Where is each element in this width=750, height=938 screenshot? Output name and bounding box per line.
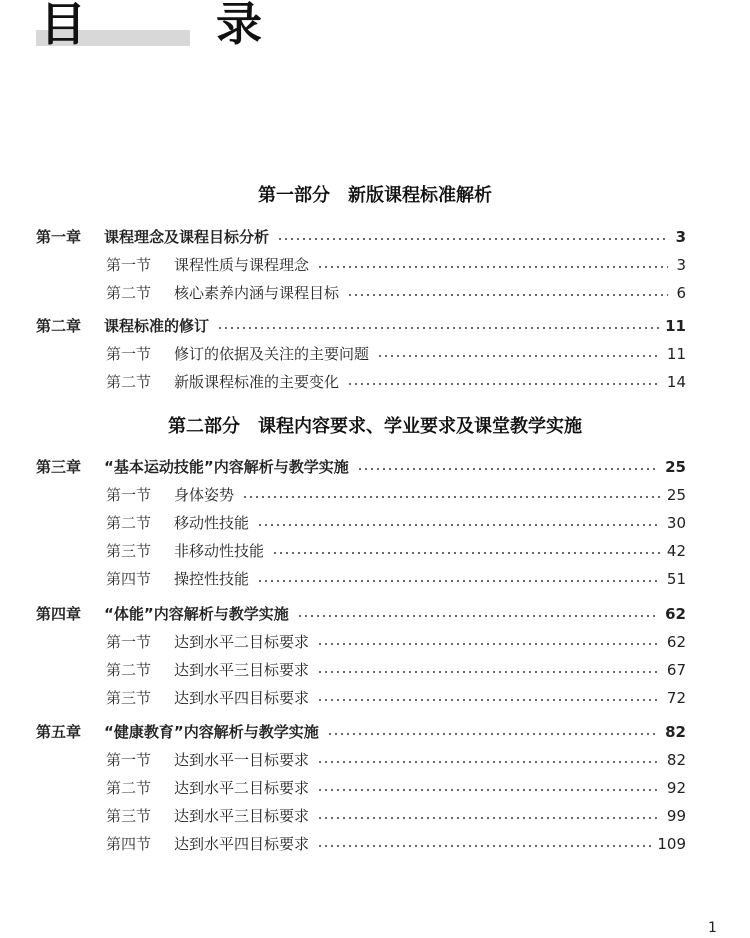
toc-chapter-entry[interactable]	[36, 225, 686, 249]
dot-leader	[257, 524, 661, 526]
dot-leader	[317, 817, 661, 819]
toc-section-entry[interactable]	[106, 511, 686, 535]
chapter-title: 课程理念及课程目标分析	[104, 228, 270, 246]
toc-chapter-entry[interactable]	[36, 602, 686, 626]
dot-leader	[257, 580, 661, 582]
page-number: 72	[666, 689, 686, 707]
toc-section-entry[interactable]	[106, 567, 686, 591]
dot-leader	[357, 468, 659, 470]
toc-section-entry[interactable]	[106, 483, 686, 507]
dot-leader	[317, 789, 661, 791]
section-title: 达到水平一目标要求	[174, 751, 310, 769]
chapter-label: 第一章	[36, 228, 82, 246]
section-title: 达到水平三目标要求	[174, 807, 310, 825]
section-title: 操控性技能	[174, 570, 250, 588]
section-label: 第一节	[106, 486, 152, 504]
toc-section-entry[interactable]	[106, 658, 686, 682]
toc-section-entry[interactable]	[106, 281, 686, 305]
dot-leader	[272, 552, 661, 554]
page-number: 14	[666, 373, 686, 391]
toc-section-entry[interactable]	[106, 539, 686, 563]
dot-leader	[297, 615, 659, 617]
page-number: 99	[666, 807, 686, 825]
section-label: 第一节	[106, 345, 152, 363]
dot-leader	[327, 733, 659, 735]
chapter-label: 第三章	[36, 458, 82, 476]
dot-leader	[377, 355, 661, 357]
page-number: 11	[666, 345, 686, 363]
chapter-title: 课程标准的修订	[104, 317, 210, 335]
page-number: 11	[665, 317, 686, 335]
toc-chapter-entry[interactable]	[36, 314, 686, 338]
dot-leader	[317, 671, 661, 673]
section-label: 第一节	[106, 751, 152, 769]
section-title: 新版课程标准的主要变化	[174, 373, 340, 391]
page-number: 51	[666, 570, 686, 588]
page-number: 30	[666, 514, 686, 532]
section-label: 第四节	[106, 570, 152, 588]
part-title: 第一部分 新版课程标准解析	[258, 185, 492, 206]
page-number: 25	[666, 486, 686, 504]
dot-leader	[317, 266, 668, 268]
dot-leader	[217, 327, 659, 329]
chapter-label: 第二章	[36, 317, 82, 335]
section-title: 达到水平二目标要求	[174, 779, 310, 797]
footer-page-number: 1	[708, 920, 717, 936]
toc-section-entry[interactable]	[106, 342, 686, 366]
page-number: 82	[665, 723, 686, 741]
page-number: 62	[666, 633, 686, 651]
section-label: 第一节	[106, 633, 152, 651]
section-label: 第三节	[106, 542, 152, 560]
dot-leader	[277, 238, 668, 240]
section-title: 修订的依据及关注的主要问题	[174, 345, 370, 363]
section-title: 核心素养内涵与课程目标	[174, 284, 340, 302]
toc-section-entry[interactable]	[106, 630, 686, 654]
toc-chapter-entry[interactable]	[36, 720, 686, 744]
page-number: 82	[666, 751, 686, 769]
section-label: 第四节	[106, 835, 152, 853]
toc-chapter-entry[interactable]	[36, 455, 686, 479]
section-label: 第二节	[106, 661, 152, 679]
chapter-label: 第五章	[36, 723, 82, 741]
toc-section-entry[interactable]	[106, 370, 686, 394]
page-number: 67	[666, 661, 686, 679]
section-title: 达到水平三目标要求	[174, 661, 310, 679]
toc-section-entry[interactable]	[106, 832, 686, 856]
section-label: 第一节	[106, 256, 152, 274]
section-label: 第二节	[106, 514, 152, 532]
page-number: 3	[675, 228, 686, 246]
section-title: 课程性质与课程理念	[174, 256, 310, 274]
page-number: 109	[657, 835, 686, 853]
chapter-label: 第四章	[36, 605, 82, 623]
section-title: 非移动性技能	[174, 542, 265, 560]
toc-section-entry[interactable]	[106, 748, 686, 772]
section-label: 第二节	[106, 373, 152, 391]
dot-leader	[317, 643, 661, 645]
page-title: 目 录	[40, 0, 304, 51]
chapter-title: “体能”内容解析与教学实施	[104, 605, 289, 623]
dot-leader	[317, 699, 661, 701]
toc-section-entry[interactable]	[106, 686, 686, 710]
section-title: 达到水平四目标要求	[174, 835, 310, 853]
toc-section-entry[interactable]	[106, 253, 686, 277]
dot-leader	[347, 294, 668, 296]
page-number: 62	[665, 605, 686, 623]
section-title: 移动性技能	[174, 514, 250, 532]
dot-leader	[317, 761, 661, 763]
page-number: 6	[676, 284, 686, 302]
page-number: 3	[676, 256, 686, 274]
section-title: 达到水平四目标要求	[174, 689, 310, 707]
section-label: 第三节	[106, 807, 152, 825]
page-number: 42	[666, 542, 686, 560]
section-label: 第二节	[106, 284, 152, 302]
toc-section-entry[interactable]	[106, 776, 686, 800]
toc-section-entry[interactable]	[106, 804, 686, 828]
dot-leader	[317, 845, 651, 847]
dot-leader	[242, 496, 661, 498]
chapter-title: “基本运动技能”内容解析与教学实施	[104, 458, 349, 476]
page-number: 25	[665, 458, 686, 476]
dot-leader	[347, 383, 661, 385]
part-title: 第二部分 课程内容要求、学业要求及课堂教学实施	[168, 416, 582, 437]
section-label: 第二节	[106, 779, 152, 797]
chapter-title: “健康教育”内容解析与教学实施	[104, 723, 319, 741]
section-label: 第三节	[106, 689, 152, 707]
section-title: 身体姿势	[174, 486, 235, 504]
page-number: 92	[666, 779, 686, 797]
section-title: 达到水平二目标要求	[174, 633, 310, 651]
